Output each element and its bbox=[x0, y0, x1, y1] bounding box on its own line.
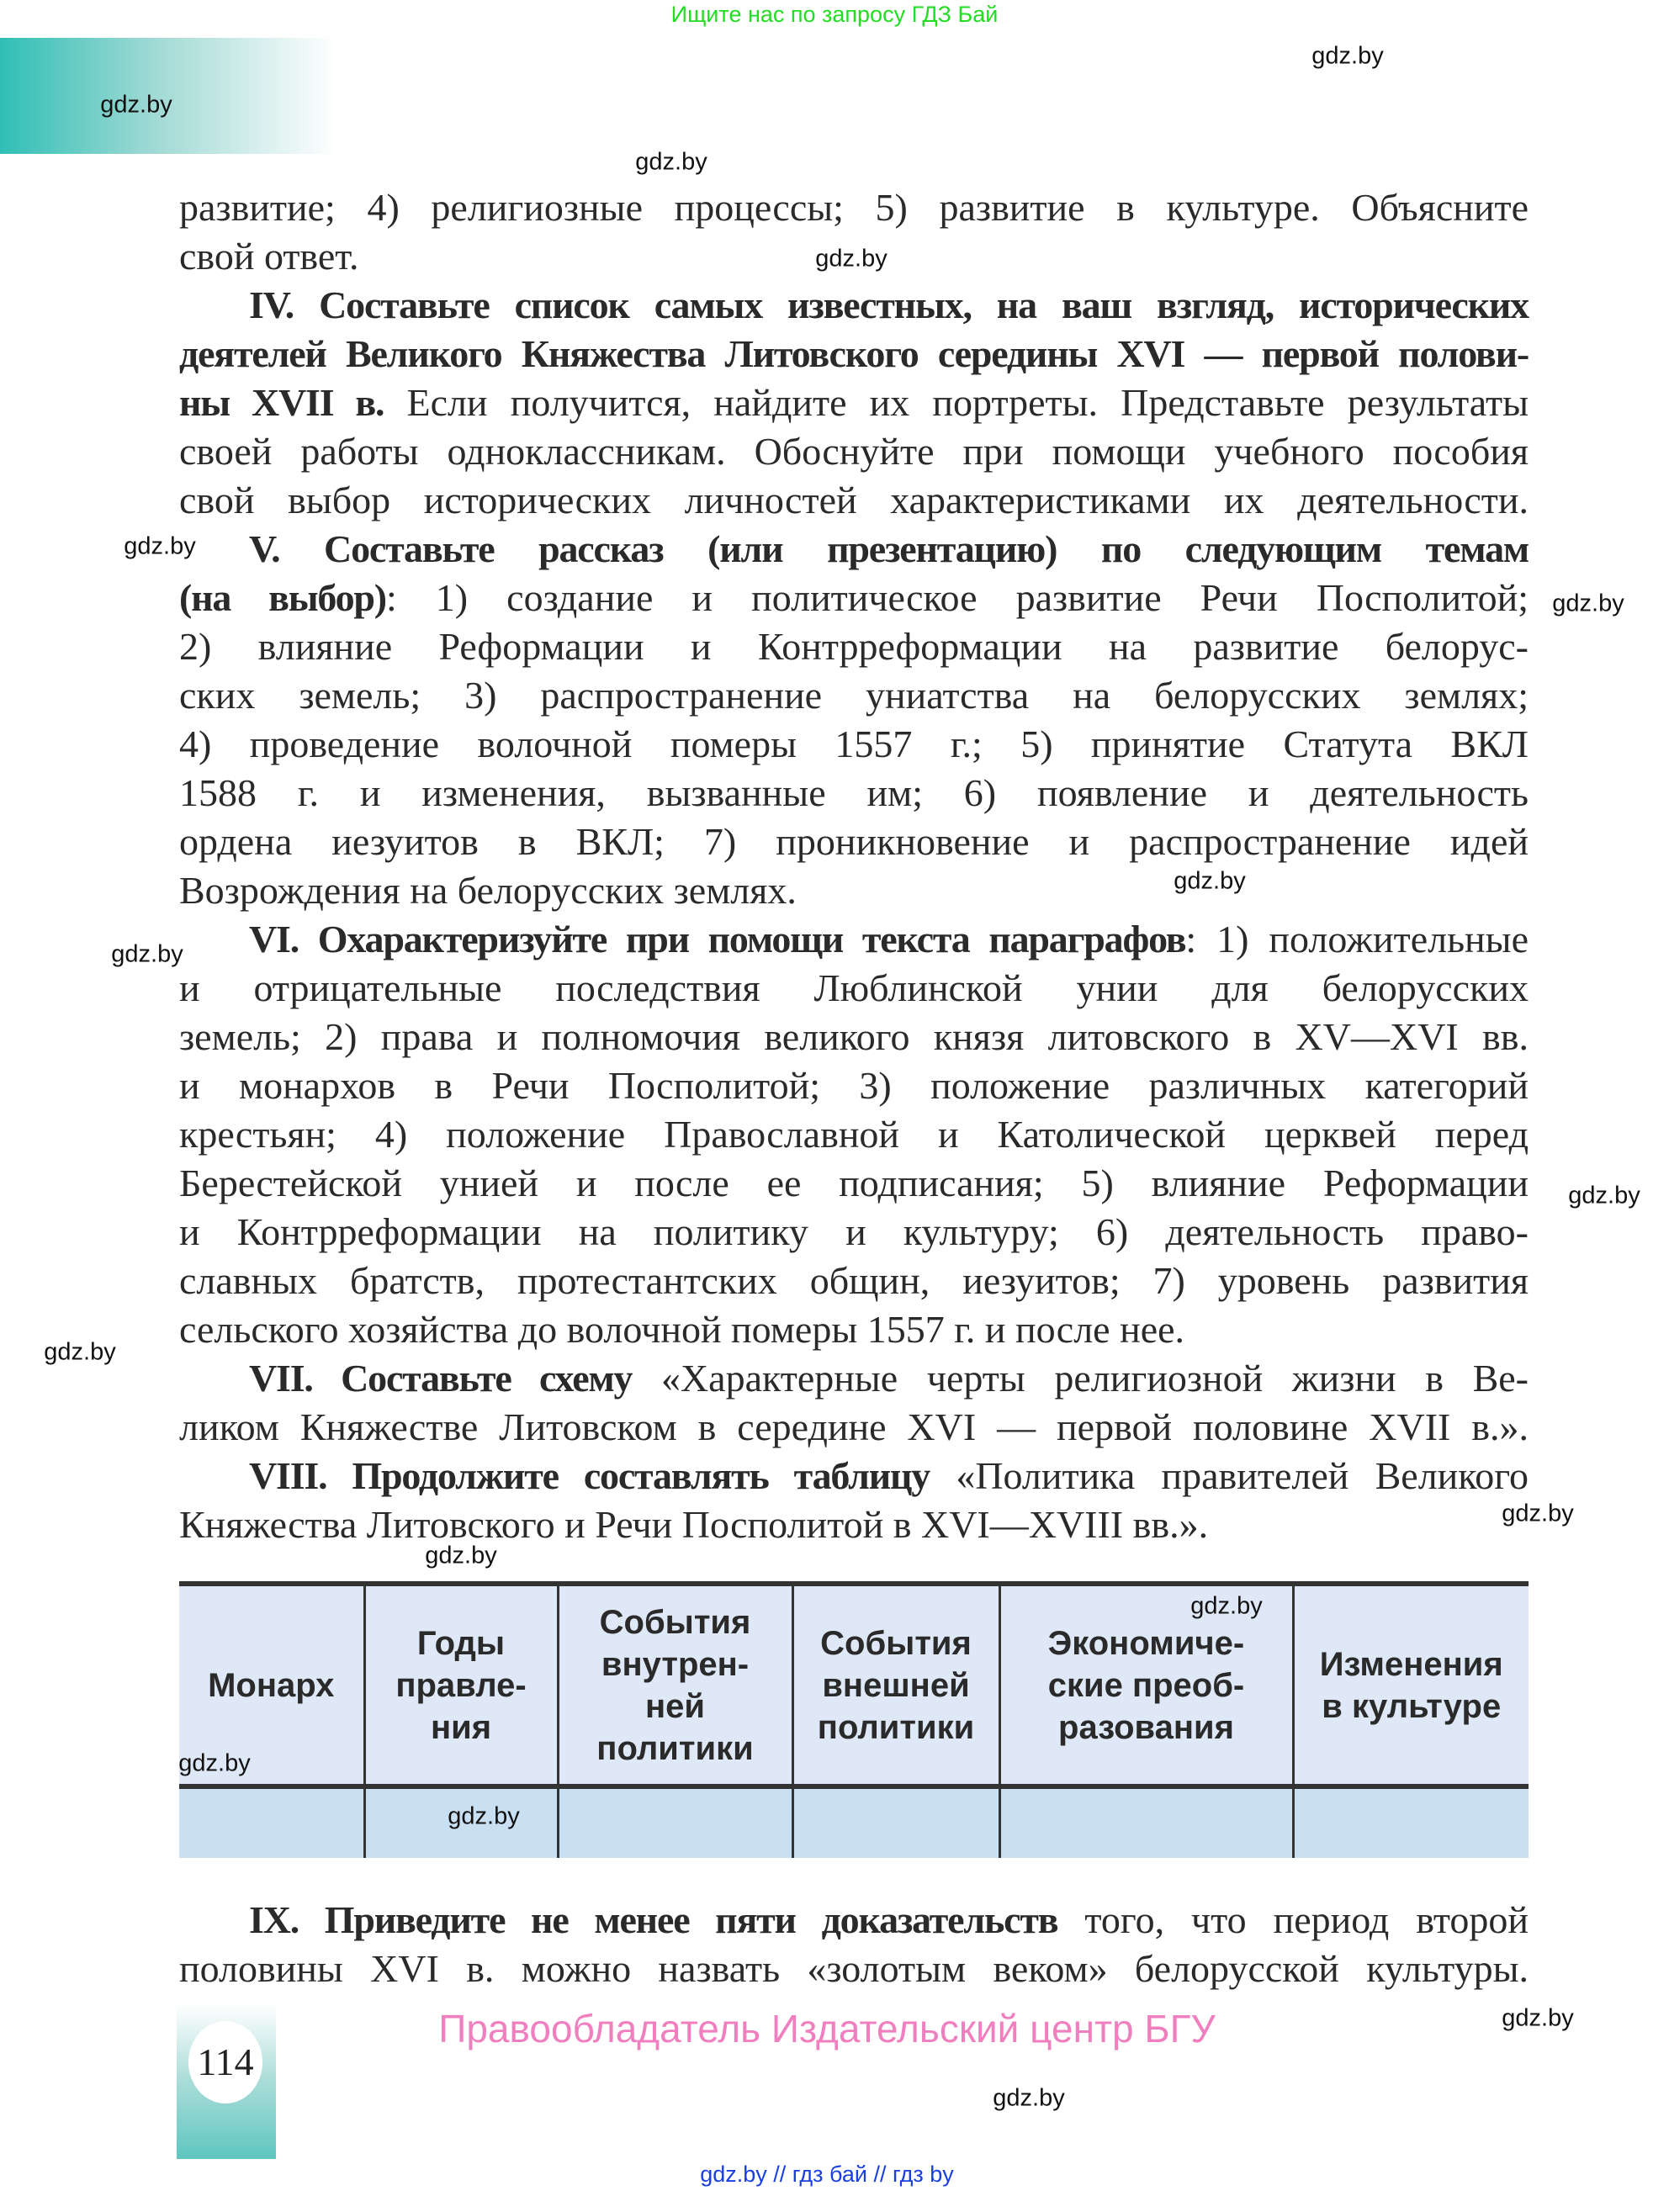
line-text: Княжества Литовского и Речи Посполитой в XVI—XVIII вв.». bbox=[179, 1503, 1209, 1546]
line-text: развитие; 4) религиозные процессы; 5) развитие в культуре. Объясните bbox=[179, 186, 1529, 229]
copyright-notice: Правообладатель Издательский центр БГУ bbox=[438, 2007, 1216, 2051]
line-text: «Характерные черты религиозной жизни в Ве- bbox=[632, 1357, 1529, 1400]
watermark: gdz.by bbox=[1552, 590, 1624, 617]
header-line: ния bbox=[430, 1708, 492, 1746]
watermark: gdz.by bbox=[111, 940, 183, 968]
header-line: внутрен- bbox=[601, 1645, 750, 1683]
line-bold: IX. Приведите не менее пяти доказательств bbox=[249, 1898, 1058, 1941]
line-text: ордена иезуитов в ВКЛ; 7) проникновение и распространение идей bbox=[179, 820, 1529, 863]
body-text-after-table bbox=[179, 1896, 1529, 1993]
header-line: правле- bbox=[395, 1666, 527, 1704]
line-text: : 1) положительные bbox=[1185, 918, 1529, 960]
watermark: gdz.by bbox=[1174, 867, 1246, 895]
text-line bbox=[179, 866, 1529, 915]
watermark: gdz.by bbox=[1502, 1500, 1574, 1527]
header-foreign-policy bbox=[792, 1584, 999, 1786]
line-text: : 1) создание и политическое развитие Речи Посполитой; bbox=[385, 576, 1529, 619]
line-text: крестьян; 4) положение Православной и Католической церквей перед bbox=[179, 1113, 1529, 1156]
text-line bbox=[179, 330, 1529, 378]
watermark: gdz.by bbox=[1190, 1592, 1263, 1620]
header-line: События bbox=[599, 1603, 751, 1641]
text-line bbox=[179, 1159, 1529, 1208]
table-cell bbox=[1293, 1786, 1529, 1858]
text-line bbox=[179, 671, 1529, 720]
watermark: gdz.by bbox=[425, 1542, 497, 1569]
watermark: gdz.by bbox=[448, 1802, 520, 1830]
line-bold: VII. Составьте схему bbox=[249, 1357, 633, 1400]
task-vi-heading bbox=[179, 915, 1529, 964]
line-bold: VI. Охарактеризуйте при помощи текста параграфов bbox=[249, 918, 1186, 960]
text-line bbox=[179, 1305, 1529, 1354]
line-bold: VIII. Продолжите составлять таблицу bbox=[249, 1454, 930, 1497]
text-line bbox=[179, 427, 1529, 476]
text-line bbox=[179, 1257, 1529, 1305]
header-line: разования bbox=[1058, 1708, 1234, 1746]
line-text: 1588 г. и изменения, вызванные им; 6) появление и деятельность bbox=[179, 771, 1529, 814]
line-text: 2) влияние Реформации и Контрреформации на развитие белорус- bbox=[179, 625, 1529, 668]
table-cell bbox=[792, 1786, 999, 1858]
text-line bbox=[179, 769, 1529, 818]
page-number: 114 bbox=[188, 2021, 262, 2104]
text-line bbox=[179, 1945, 1529, 1993]
header-line: Годы bbox=[416, 1624, 506, 1662]
text-line bbox=[179, 720, 1529, 769]
header-line: ские преоб- bbox=[1047, 1666, 1245, 1704]
line-text: свой ответ. bbox=[179, 235, 359, 278]
header-line: политики bbox=[596, 1729, 754, 1767]
line-bold: IV. Составьте список самых известных, на ваш взгляд, исторических bbox=[249, 283, 1529, 326]
line-text: сельского хозяйства до волочной померы 1557 г. и после нее. bbox=[179, 1308, 1185, 1351]
text-line bbox=[179, 1061, 1529, 1110]
rulers-policy-table bbox=[179, 1581, 1529, 1858]
text-line bbox=[179, 476, 1529, 525]
line-text: своей работы одноклассникам. Обоснуйте при помощи учебного пособия bbox=[179, 430, 1529, 473]
line-text: и Контрреформации на политику и культуру; 6) деятельность право- bbox=[179, 1210, 1529, 1253]
header-reign-years bbox=[364, 1584, 558, 1786]
text-line bbox=[179, 964, 1529, 1013]
text-line bbox=[179, 574, 1529, 622]
text-line bbox=[179, 1110, 1529, 1159]
watermark: gdz.by bbox=[1568, 1182, 1640, 1209]
line-text: и монархов в Речи Посполитой; 3) положение различных категорий bbox=[179, 1064, 1529, 1107]
search-hint-banner: Ищите нас по запросу ГДЗ Бай bbox=[670, 2, 999, 27]
task-v-heading bbox=[179, 525, 1529, 574]
footer-links[interactable]: gdz.by // гдз бай // гдз by bbox=[700, 2162, 954, 2187]
task-vii-heading bbox=[179, 1354, 1529, 1403]
line-bold: (на выбор) bbox=[179, 576, 386, 619]
header-culture-changes bbox=[1293, 1584, 1529, 1786]
text-line bbox=[179, 1500, 1529, 1549]
watermark: gdz.by bbox=[1502, 2004, 1574, 2032]
line-text: славных братств, протестантских общин, иезуитов; 7) уровень развития bbox=[179, 1259, 1529, 1302]
task-viii-heading bbox=[179, 1452, 1529, 1500]
header-line: Экономиче- bbox=[1047, 1624, 1245, 1662]
line-text: и отрицательные последствия Люблинской унии для белорусских bbox=[179, 966, 1529, 1009]
line-text: ских земель; 3) распространение униатства на белорусских землях; bbox=[179, 674, 1529, 717]
header-line: Изменения bbox=[1319, 1645, 1503, 1683]
text-line bbox=[179, 622, 1529, 671]
watermark: gdz.by bbox=[100, 91, 172, 119]
line-text: свой выбор исторических личностей характеристиками их деятельности. bbox=[179, 479, 1529, 521]
task-ix-heading bbox=[179, 1896, 1529, 1945]
line-text: Возрождения на белорусских землях. bbox=[179, 869, 797, 912]
text-line bbox=[179, 378, 1529, 427]
header-domestic-policy bbox=[558, 1584, 792, 1786]
line-text: того, что период второй bbox=[1057, 1898, 1529, 1941]
watermark: gdz.by bbox=[635, 148, 707, 176]
header-line: в культуре bbox=[1322, 1687, 1502, 1725]
watermark: gdz.by bbox=[815, 245, 887, 273]
line-text: Если получится, найдите их портреты. Представьте результаты bbox=[384, 381, 1529, 424]
line-text: Берестейской унией и после ее подписания; 5) влияние Реформации bbox=[179, 1162, 1529, 1204]
line-text: «Политика правителей Великого bbox=[930, 1454, 1529, 1497]
text-line bbox=[179, 1403, 1529, 1452]
header-line: внешней bbox=[822, 1666, 970, 1704]
header-line: политики bbox=[817, 1708, 975, 1746]
line-bold: деятелей Великого Княжества Литовского середины XVI — первой полови- bbox=[179, 332, 1529, 375]
line-text: половины XVI в. можно назвать «золотым веком» белорусской культуры. bbox=[179, 1947, 1529, 1990]
table-row bbox=[179, 1786, 1529, 1858]
table-header-row bbox=[179, 1584, 1529, 1786]
table-cell bbox=[179, 1786, 364, 1858]
table-cell bbox=[999, 1786, 1293, 1858]
line-bold: V. Составьте рассказ (или презентацию) по следующим темам bbox=[249, 527, 1529, 570]
header-line: ней bbox=[645, 1687, 705, 1725]
line-text: земель; 2) права и полномочия великого князя литовского в XV—XVI вв. bbox=[179, 1015, 1529, 1058]
text-line bbox=[179, 183, 1529, 232]
body-text bbox=[179, 183, 1529, 1549]
watermark: gdz.by bbox=[1311, 42, 1384, 70]
line-text: 4) проведение волочной померы 1557 г.; 5) принятие Статута ВКЛ bbox=[179, 722, 1529, 765]
text-line bbox=[179, 1208, 1529, 1257]
table-cell bbox=[558, 1786, 792, 1858]
task-iv-heading bbox=[179, 281, 1529, 330]
line-text: ликом Княжестве Литовском в середине XVI — первой половине XVII в.». bbox=[179, 1405, 1529, 1448]
header-line: Монарх bbox=[208, 1666, 335, 1704]
watermark: gdz.by bbox=[124, 532, 196, 560]
header-line: События bbox=[820, 1624, 972, 1662]
watermark: gdz.by bbox=[993, 2084, 1065, 2112]
watermark: gdz.by bbox=[44, 1338, 116, 1366]
watermark: gdz.by bbox=[178, 1749, 251, 1777]
text-line bbox=[179, 1013, 1529, 1061]
line-bold: ны XVII в. bbox=[179, 381, 384, 424]
text-line bbox=[179, 818, 1529, 866]
